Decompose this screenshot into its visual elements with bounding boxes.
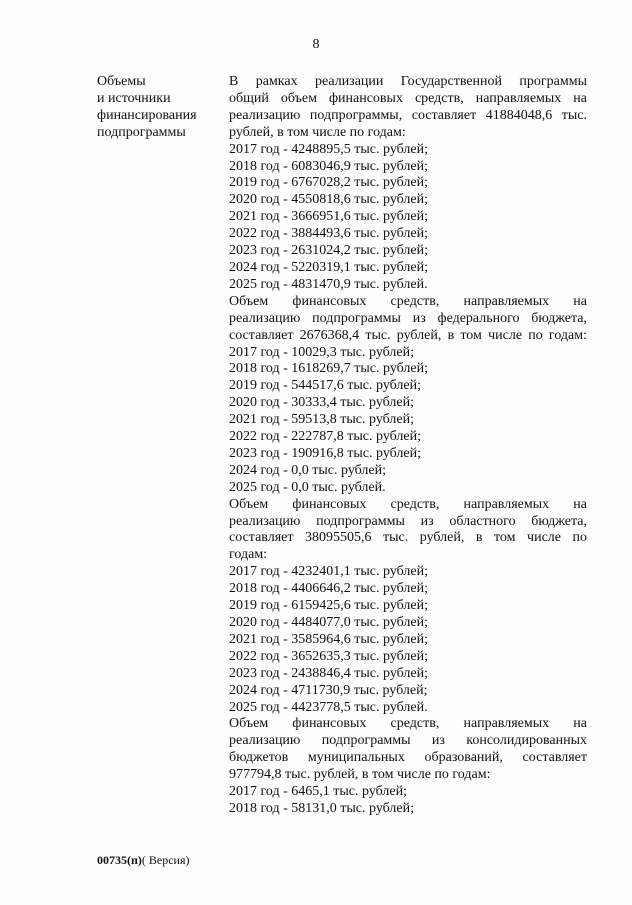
body-line: 2018 год - 4406646,2 тыс. рублей; [229,581,429,597]
body-line: 2022 год - 222787,8 тыс. рублей; [229,429,422,445]
body-line: В рамках реализации Государственной программы [229,74,587,89]
body-line: реализацию подпрограммы из областного бюджета, [229,513,587,529]
section-body [229,74,587,818]
body-line: 2017 год - 4232401,1 тыс. рублей; [229,564,429,580]
body-line: 2020 год - 4484077,0 тыс. рублей; [229,615,429,630]
section-label-line: подпрограммы [97,124,186,140]
body-line: 2025 год - 4423778,5 тыс. рублей. [229,699,428,715]
body-line: 2022 год - 3652635,3 тыс. рублей; [229,648,429,664]
body-line: 2025 год - 4831470,9 тыс. рублей. [229,276,428,292]
document-version: ( Версия) [141,853,190,867]
body-line: реализацию подпрограммы из федерального бюджета, [229,310,587,326]
body-line: 2018 год - 58131,0 тыс. рублей; [229,800,415,816]
document-code: 00735(п) [97,853,142,867]
body-line: 2018 год - 6083046,9 тыс. рублей; [229,158,429,174]
body-line: 2021 год - 3666951,6 тыс. рублей; [229,209,429,225]
body-line: реализацию подпрограммы, составляет 41884048,6 тыс. [229,107,587,123]
page-number: 8 [312,37,320,52]
section-label-line: Объемы [97,74,146,89]
body-line: 2025 год - 0,0 тыс. рублей. [229,479,386,495]
body-line: 2023 год - 190916,8 тыс. рублей; [229,445,422,461]
section-label-line: финансирования [97,107,197,123]
body-line: 2018 год - 1618269,7 тыс. рублей; [229,361,429,377]
body-line: 2021 год - 3585964,6 тыс. рублей; [229,631,429,647]
body-line: годам: [229,547,268,563]
body-line: Объем финансовых средств, направляемых на [229,496,587,512]
body-line: 2019 год - 6767028,2 тыс. рублей; [229,175,429,191]
body-line: реализацию подпрограммы из консолидированных [229,733,587,749]
section-label [97,74,222,142]
body-line: 2024 год - 4711730,9 тыс. рублей; [229,682,428,698]
body-line: 2019 год - 544517,6 тыс. рублей; [229,378,422,394]
body-line: 2022 год - 3884493,6 тыс. рублей; [229,226,429,242]
body-line: 2017 год - 4248895,5 тыс. рублей; [229,141,429,157]
body-line: составляет 2676368,4 тыс. рублей, в том числе по годам: [229,327,587,343]
body-line: 2023 год - 2438846,4 тыс. рублей; [229,665,429,681]
body-line: 2024 год - 5220319,1 тыс. рублей; [229,259,429,275]
body-line: 977794,8 тыс. рублей, в том числе по годам: [229,767,491,783]
section-label-line: и источники [97,90,171,106]
body-line: 2019 год - 6159425,6 тыс. рублей; [229,598,429,614]
body-line: 2017 год - 10029,3 тыс. рублей; [229,344,415,360]
body-line: 2017 год - 6465,1 тыс. рублей; [229,784,408,800]
body-line: 2020 год - 4550818,6 тыс. рублей; [229,192,429,208]
body-line: 2020 год - 30333,4 тыс. рублей; [229,395,415,411]
document-footer [97,853,190,868]
body-line: Объем финансовых средств, направляемых на [229,293,587,309]
body-line: 2023 год - 2631024,2 тыс. рублей; [229,243,429,259]
body-line: составляет 38095505,6 тыс. рублей, в том числе по [229,530,587,546]
body-line: общий объем финансовых средств, направляемых на [229,90,587,106]
body-line: 2024 год - 0,0 тыс. рублей; [229,462,387,478]
body-line: рублей, в том числе по годам: [229,124,406,140]
body-line: бюджетов муниципальных образований, составляет [229,750,587,766]
body-line: Объем финансовых средств, направляемых на [229,716,587,732]
body-line: 2021 год - 59513,8 тыс. рублей; [229,412,415,428]
